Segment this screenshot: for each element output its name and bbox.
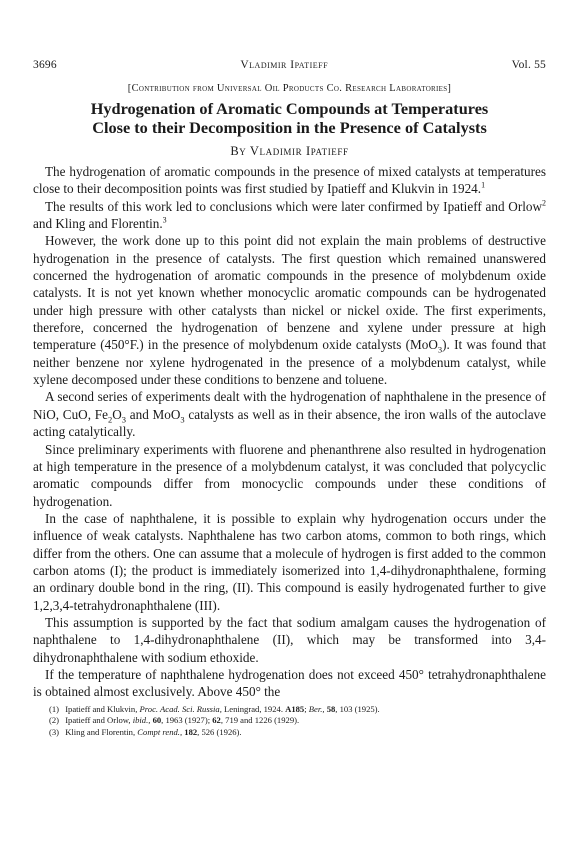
footnote-volume: 58 xyxy=(326,703,336,714)
footnote-ref: 3 xyxy=(162,215,167,225)
footnote-volume: 182 xyxy=(184,726,198,737)
paragraph-text: catalysts as well as in their absence, the iron walls of the autoclave acting catalytically. xyxy=(33,406,546,440)
running-head xyxy=(33,58,546,72)
footnote-authors: Kling and Florentin, xyxy=(65,726,136,737)
subscript: 3 xyxy=(121,414,126,425)
footnote-volume: 62 xyxy=(212,715,221,726)
footnote xyxy=(49,704,546,716)
footnote xyxy=(49,727,546,739)
paragraph: This assumption is supported by the fact that sodium amalgam causes the hydrogenation of naphthalene to 1,4-dihydronaphthalene (II), which may be transformed into 3,4-dihydronaphthalene with sodium ethoxide. xyxy=(33,614,546,665)
footnote-text: , 1963 (1927); xyxy=(161,715,211,726)
title-line-2: Close to their Decomposition in the Presence of Catalysts xyxy=(92,118,487,137)
volume-number: Vol. 55 xyxy=(511,59,546,71)
footnote-journal: ibid., xyxy=(132,715,151,726)
article-body xyxy=(33,163,546,701)
paragraph-text: and Kling and Florentin. xyxy=(33,216,163,232)
title-line-1: Hydrogenation of Aromatic Compounds at Temperatures xyxy=(90,99,489,118)
byline: By Vladimir Ipatieff xyxy=(230,144,349,158)
footnote-volume: A185 xyxy=(285,703,305,714)
footnote-number: (2) xyxy=(49,715,60,726)
paragraph-text: and MoO xyxy=(125,406,181,422)
subscript: 3 xyxy=(180,414,185,425)
paragraph xyxy=(33,388,546,440)
contribution-line: [Contribution from Universal Oil Products Co. Research Laboratories] xyxy=(127,83,452,94)
paragraph xyxy=(33,232,546,388)
paragraph: In the case of naphthalene, it is possible to explain why hydrogenation occurs under the influence of weak catalysts. Naphthalene has two carbon atoms, common to both rings, which differ from the others. One can assume that a molecule of hydrogen is first added to the common carbon atoms (I); the product is immediately isomerized into 1,4-dihydronaphthalene, forming an ordinary double bond in the ring, (II). This compound is easily hydrogenated further to give 1,2,3,4-tetrahydronaphthalene (III). xyxy=(33,510,546,613)
footnote-text: Leningrad, 1924. xyxy=(224,703,283,714)
footnote-journal: Compt rend., xyxy=(137,726,183,737)
footnote-authors: Ipatieff and Klukvin, xyxy=(65,703,138,714)
paragraph-text: A second series of experiments dealt with the hydrogenation of naphthalene in the presence of NiO, CuO, Fe xyxy=(33,389,546,422)
footnote xyxy=(49,715,546,727)
paragraph-text: The hydrogenation of aromatic compounds in the presence of mixed catalysts at temperatures close to their decomposition points was first studied by Ipatieff and Klukvin in 1924. xyxy=(33,164,546,197)
paragraph: Since preliminary experiments with fluorene and phenanthrene also resulted in hydrogenation at high temperature in the presence of a molybdenum catalyst, it was concluded that polycyclic aromatic compounds differ from monocyclic compounds under these conditions of hydrogenation. xyxy=(33,441,546,509)
paragraph-text: The results of this work led to conclusions which were later confirmed by Ipatieff and Orlow xyxy=(45,198,542,214)
footnotes xyxy=(33,704,546,739)
footnote-journal: Ber., xyxy=(308,703,325,714)
footnote-ref: 1 xyxy=(481,180,486,190)
footnote-number: (1) xyxy=(49,703,60,714)
article-title xyxy=(33,99,546,137)
subscript: 2 xyxy=(107,414,113,425)
paragraph xyxy=(33,198,546,233)
footnote-number: (3) xyxy=(49,726,60,737)
paragraph-text: O xyxy=(112,406,122,422)
footnote-text: , 526 (1926). xyxy=(197,726,242,737)
footnote-separator: ; xyxy=(304,703,307,714)
subscript: 3 xyxy=(437,345,443,356)
paragraph-text: ). It was found that neither benzene nor xylene hydrogenated in the presence of a molybdenum catalyst, while xylene decomposed under these conditions to benzene and toluene. xyxy=(33,337,546,388)
paragraph-text: However, the work done up to this point did not explain the main problems of destructive hydrogenation in the presence of catalysts. The first question which remained unanswered concerned the hydrogenation of aromatic compounds in the presence of molybdenum oxide catalysts. It is not yet known whether monocyclic aromatic compounds can be hydrogenated under high pressure with other catalysts than nickel or nickel oxide. The first experiments, therefore, concerned the hydrogenation of benzene and xylene under pressure at high temperature (450°F.) in the presence of molybdenum oxide catalysts (MoO xyxy=(33,233,546,353)
paragraph xyxy=(33,163,546,198)
footnote-ref: 2 xyxy=(542,198,546,208)
footnote-authors: Ipatieff and Orlow, xyxy=(65,715,131,726)
footnote-journal: Proc. Acad. Sci. Russia, xyxy=(139,703,222,714)
footnote-volume: 60 xyxy=(152,715,162,726)
footnote-text: , 103 (1925). xyxy=(335,703,380,714)
journal-page xyxy=(33,58,546,738)
paragraph: If the temperature of naphthalene hydrogenation does not exceed 450° tetrahydronaphthalene is obtained almost exclusively. Above 450° the xyxy=(33,666,546,700)
running-head-author: Vladimir Ipatieff xyxy=(240,59,329,71)
footnote-text: , 719 and 1226 (1929). xyxy=(220,715,300,726)
page-number: 3696 xyxy=(33,59,57,71)
